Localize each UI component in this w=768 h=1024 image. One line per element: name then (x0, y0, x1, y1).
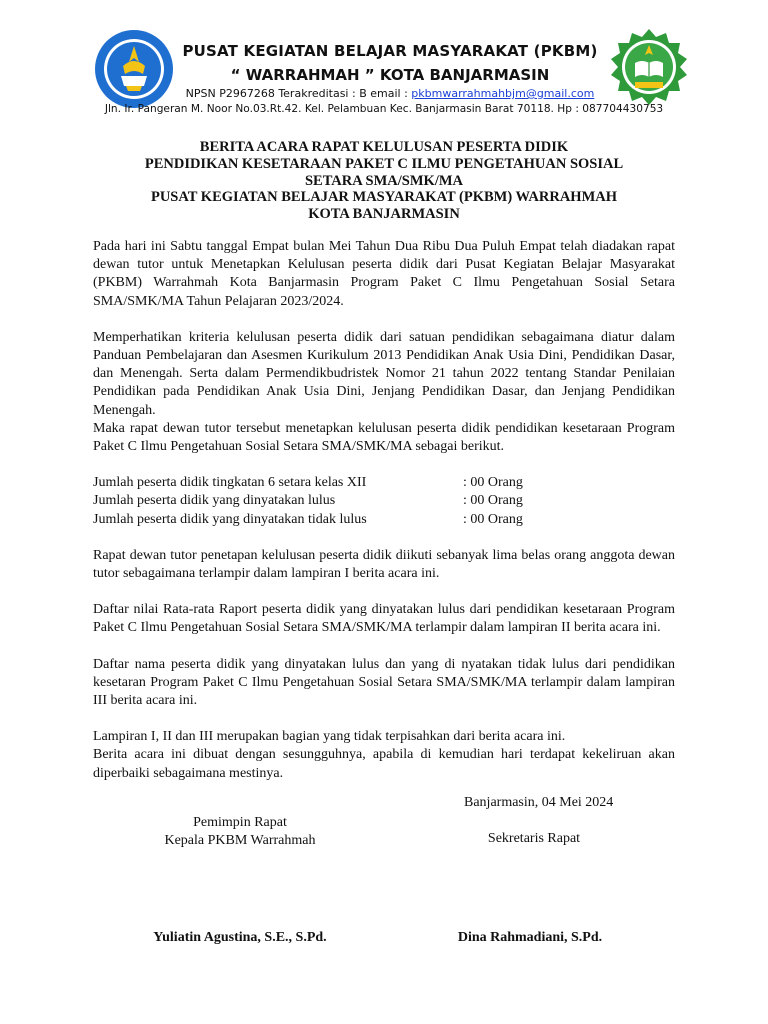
pkbm-logo-icon (608, 27, 690, 109)
paragraph-attendance: Rapat dewan tutor penetapan kelulusan peserta didik diikuti sebanyak lima belas orang anggota dewan tutor sebagaimana terlampir dalam lampiran I berita acara ini. (93, 547, 675, 582)
document-body (93, 238, 675, 783)
paragraph-criteria: Memperhatikan kriteria kelulusan peserta didik dari satuan pendidikan sebagaimana diatur dalam Panduan Pembelajaran dan Asesmen Kurikulum 2013 Pendidikan Anak Usia Dini, Pendidikan Dasar, dan Menengah. Serta dalam Permendikbudristek Nomor 21 tahun 2022 tentang Standar Penilaian Pendidikan pada Pendidikan Anak Usia Dini, Jenjang Pendidikan Dasar, dan Jenjang Pendidikan Menengah. (93, 329, 675, 418)
address-line: Jln. Ir. Pangeran M. Noor No.03.Rt.42. Kel. Pelambuan Kec. Banjarmasin Barat 70118. Hp : 087704430753 (104, 103, 664, 115)
stat-value: : 00 Orang (463, 475, 523, 491)
stat-label: Jumlah peserta didik yang dinyatakan lulus (93, 493, 336, 509)
stat-label: Jumlah peserta didik tingkatan 6 setara kelas XII (93, 475, 367, 491)
stat-label: Jumlah peserta didik yang dinyatakan tidak lulus (93, 511, 367, 527)
npsn-line (170, 87, 610, 100)
org-name: PUSAT KEGIATAN BELAJAR MASYARAKAT (PKBM) (182, 42, 598, 60)
signatory-right-role: Sekretaris Rapat (487, 831, 581, 846)
letterhead (0, 0, 768, 130)
paragraph-grades: Daftar nilai Rata-rata Raport peserta didik yang dinyatakan lulus dari pendidikan kesetaraan Program Paket C Ilmu Pengetahuan Sosial Setara SMA/SMK/MA terlampir dalam lampiran II berita acara ini. (93, 602, 675, 636)
left-role-1: Pemimpin Rapat (193, 815, 287, 830)
title-line-3: SETARA SMA/SMK/MA (304, 172, 464, 189)
paragraph-attachments: Lampiran I, II dan III merupakan bagian yang tidak terpisahkan dari berita acara ini. (93, 729, 566, 745)
npsn-text: NPSN P2967268 Terakreditasi : B email : (185, 87, 412, 100)
stat-row (93, 511, 675, 529)
stat-row (93, 492, 675, 510)
stat-value: : 00 Orang (463, 511, 523, 527)
org-subtitle: “ WARRAHMAH ” KOTA BANJARMASIN (230, 66, 550, 84)
signatory-left-name: Yuliatin Agustina, S.E., S.Pd. (153, 930, 327, 945)
paragraph-names: Daftar nama peserta didik yang dinyatakan lulus dan yang di nyatakan tidak lulus dari pendidikan kesetaran Program Paket C Ilmu Pengetahuan Sosial Setara SMA/SMK/MA terlampir dalam lampiran III berita acara ini. (93, 656, 675, 709)
paragraph-closing: Berita acara ini dibuat dengan sesungguhnya, apabila di kemudian hari terdapat kekeliruan akan diperbaiki sebagaimana mestinya. (93, 747, 675, 781)
title-line-4: PUSAT KEGIATAN BELAJAR MASYARAKAT (PKBM) WARRAHMAH (150, 189, 618, 206)
title-line-5: KOTA BANJARMASIN (308, 206, 460, 223)
paragraph-opening: Pada hari ini Sabtu tanggal Empat bulan Mei Tahun Dua Ribu Dua Puluh Empat telah diadakan rapat dewan tutor untuk Menetapkan Kelulusan peserta didik dari Pusat Kegiatan Belajar Masyarakat (PKBM) Warrahmah Kota Banjarmasin Program Paket C Ilmu Pengetahuan Sosial Setara SMA/SMK/MA Tahun Pelajaran 2023/2024. (93, 239, 675, 309)
title-line-2: PENDIDIKAN KESETARAAN PAKET C ILMU PENGETAHUAN SOSIAL (144, 155, 624, 172)
stat-value: : 00 Orang (463, 493, 523, 509)
signatory-right-name: Dina Rahmadiani, S.Pd. (457, 930, 603, 945)
email-link[interactable]: pkbmwarrahmahbjm@gmail.com (411, 87, 595, 100)
stat-row (93, 474, 675, 492)
left-role-2: Kepala PKBM Warrahmah (164, 833, 316, 848)
place-date: Banjarmasin, 04 Mei 2024 (464, 795, 614, 810)
signatory-left-roles (140, 814, 340, 850)
title-line-1: BERITA ACARA RAPAT KELULUSAN PESERTA DIDIK (199, 139, 569, 155)
document-title (60, 139, 708, 223)
paragraph-decision: Maka rapat dewan tutor tersebut menetapkan kelulusan peserta didik pendidikan kesetaraan Program Paket C Ilmu Pengetahuan Sosial Setara SMA/SMK/MA sebagai berikut. (93, 420, 675, 455)
